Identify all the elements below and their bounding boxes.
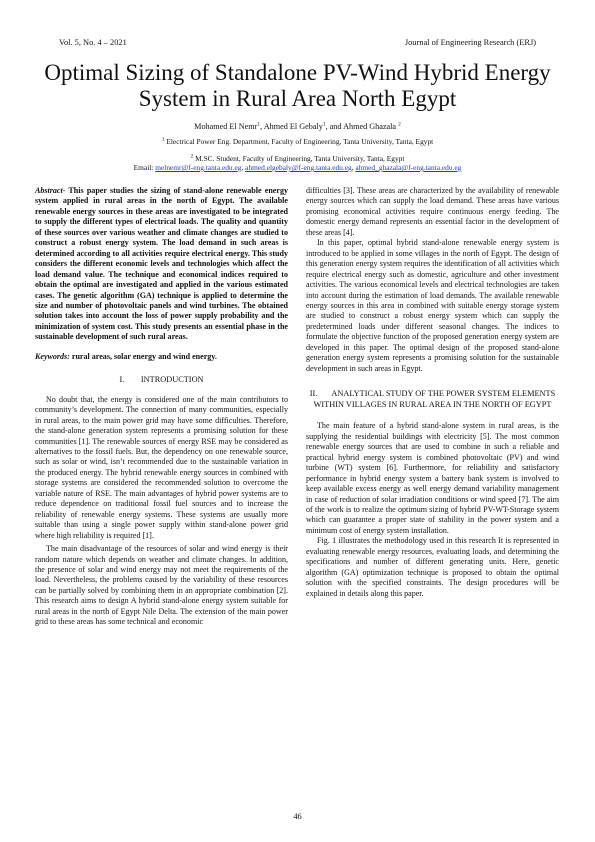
paragraph: In this paper, optimal hybrid stand-alone renewable energy system is introduced to be applied in some villages in the north of Egypt. The design of this generation energy system requires the identification of all activities which require electrical energy such as domestic, agriculture and other investment activities. The various economical levels and electrical technologies are taken into account during the estimation of load demands. The available renewable energy sources in this area in combined with suitable energy storage system are studied to construct a robust energy system which can supply the predetermined loads under different seasonal changes. The indices to formulate the objective function of the proposed generation energy system are developed in this paper. The optimal design of the proposed stand-alone generation energy system represents a promising solution for the sustainable development in such areas in Egypt.	[306, 238, 559, 373]
abstract-lead: Abstract-	[35, 186, 66, 195]
keywords	[35, 352, 288, 362]
volume-info: Vol. 5, No. 4 – 2021	[59, 38, 127, 47]
paragraph: No doubt that, the energy is considered one of the main contributors to community’s development. The connection of many communities, especially in rural areas, to the main power grid may have some difficulties. Therefore, the stand-alone generation system represents a promising solution for these communities [1]. The renewable sources of energy RSE may be considered as alternatives to the fossil fuels. But, the dependency on one renewable source, such as solar or wind, isn’t recommended due to the sustainable variation in the produced energy. The hybrid renewable energy sources in combined with storage systems are considered the recommended solution to overcome the variable nature of RSE. The main advantages of hybrid power systems are to reduce dependence on traditional fossil fuel sources and to increase the reliability of renewable energy systems. These systems are usually more suitable than using a single power supply within stand-alone power grid where high reliability is required [1].	[35, 394, 288, 540]
running-header	[59, 38, 536, 50]
author-name: Ahmed El Gebaly	[263, 122, 323, 131]
paragraph: Fig. 1 illustrates the methodology used in this research It is represented in evaluating renewable energy resources, evaluating loads, and determining the specifications and number of different generating units. Here, genetic algorithm (GA) optimization technique is proposed to obtain the optimal solution with the specified constraints. The design procedures will be explained in details along this paper.	[306, 536, 559, 598]
keywords-text: rural areas, solar energy and wind energy.	[69, 351, 217, 361]
abstract-text: This paper studies the sizing of stand-alone renewable energy system applied in rural areas in the north of Egypt. The available renewable energy sources in these areas are investigated to be integrated to supply the different types of electrical loads. The quality and quantity of these sources over various weather and climate changes are studied to construct a robust energy system. The load demand in such areas is determined according to all activities require electrical energy. This study considers the different economic levels and technologies which affect the load demand value. The technique and economical indices required to obtain the optimal are investigated and applied in the various estimated cases. The genetic algorithm (GA) technique is applied to determine the size and number of photovoltaic panels and wind turbines. The obtained solution takes into account the loss of power supply probability and the minimization of system cost. This study presents an essential phase in the sustainable development of such rural areas.	[35, 186, 288, 342]
paragraph: The main disadvantage of the resources of solar and wind energy is their random nature which depends on weather and climate changes. In addition, the presence of solar and wind energy may not meet the requirements of the load. Nevertheless, the problems caused by the variability of these resources can be partially solved by combining them in an appropriate combination [2]. This research aims to design A hybrid stand-alone energy system suitable for rural areas in the north of Egypt Nile Delta. The extension of the main power grid to these areas has some technical and economic	[35, 544, 288, 627]
email-link[interactable]: ahmed.elgebaly@f-eng.tanta.edu.eg	[245, 163, 352, 172]
section-heading-analytical-study: II. ANALYTICAL STUDY OF THE POWER SYSTEM ELEMENTS WITHIN VILLAGES IN RURAL AREA IN THE NORTH OF EGYPT	[309, 389, 558, 409]
section-heading-introduction: I. INTRODUCTION	[119, 375, 204, 385]
right-column	[306, 186, 559, 599]
affiliation-text: Electrical Power Eng. Department, Faculty of Engineering, Tanta University, Tanta, Egypt	[166, 137, 434, 146]
author-name: and Ahmed Ghazala	[329, 122, 397, 131]
author-affiliation-mark: 1	[257, 121, 261, 128]
author-name: Mohamed El Nemr	[194, 122, 258, 131]
journal-name: Journal of Engineering Research (ERJ)	[404, 38, 536, 47]
left-column	[35, 186, 288, 628]
affiliation-mark: 1	[161, 136, 165, 143]
affiliation-mark: 2	[190, 153, 194, 160]
author-affiliation-mark: 2	[398, 121, 401, 128]
paragraph: The main feature of a hybrid stand-alone system in rural areas, is the supplying the residential buildings with electricity [5]. The most common renewable energy sources that are used to combine in such a reliable and practical hybrid energy system is combined photovoltaic (PV) and wind turbine (WT) system [6]. Furthermore, for reliability and satisfactory performance in hybrid energy system a battery bank system is involved to keep available excess energy as well energy demand variability management in case of reduction of solar irradiation conditions or wind speed [7]. The aim of the work is to realize the optimum sizing of hybrid PV-WT-Storage system which can guarantee a proper state of stability in the power system and a minimum cost of energy system installation.	[306, 421, 559, 535]
email-link[interactable]: ahmed_ghazala@f-eng.tanta.edu.eg	[355, 163, 462, 172]
keywords-lead: Keywords:	[35, 351, 70, 361]
affiliation-1	[40, 137, 555, 147]
email-link[interactable]: melnemr@f-eng.tanta.edu.eg	[155, 163, 242, 172]
author-affiliation-mark: 1	[322, 121, 326, 128]
paper-title: Optimal Sizing of Standalone PV-Wind Hybrid Energy System in Rural Area North Egypt	[44, 60, 551, 111]
paragraph: difficulties [3]. These areas are characterized by the availability of renewable energy sources which can supply the load demand. These areas have various promising economical activities require continuous energy feeding. The domestic energy demand represents an essential factor in the development of these areas [4].	[306, 186, 559, 237]
author-list: Mohamed El Nemr$^1$, Ahmed El Gebaly$^1$, and Ahmed Ghazala $^2$	[194, 121, 401, 131]
affiliation-text: M.SC. Student, Faculty of Engineering, Tanta University, Tanta, Egypt	[195, 154, 405, 163]
page-number: 46	[293, 812, 302, 821]
email-line: Email: melnemr@f-eng.tanta.edu.eg, ahmed.elgebaly@f-eng.tanta.edu.eg, ahmed_ghazala@f-eng.tanta.edu.eg	[133, 163, 462, 172]
email-label: Email:	[133, 163, 154, 172]
abstract	[35, 186, 288, 343]
